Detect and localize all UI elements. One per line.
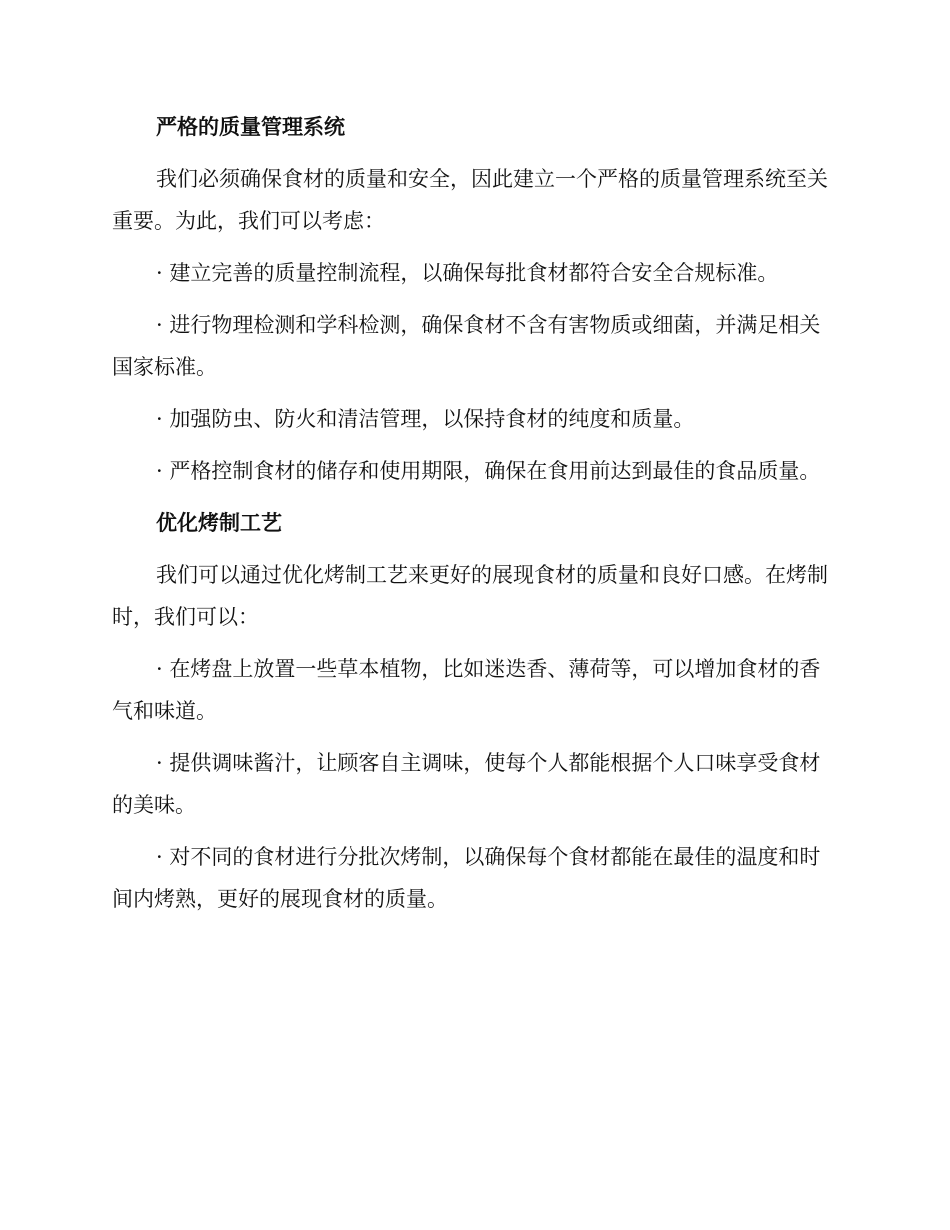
section-baking-process: [112, 502, 832, 920]
section-intro: 我们可以通过优化烤制工艺来更好的展现食材的质量和良好口感。在烤制时，我们可以：: [112, 563, 828, 629]
bullet-item: · 对不同的食材进行分批次烤制，以确保每个食材都能在最佳的温度和时间内烤熟，更好的展现食材的质量。: [112, 845, 821, 911]
bullet-item: · 提供调味酱汁，让顾客自主调味，使每个人都能根据个人口味享受食材的美味。: [112, 751, 821, 817]
bullet-item: · 进行物理检测和学科检测，确保食材不含有害物质或细菌，并满足相关国家标准。: [112, 313, 821, 379]
section-quality-management: [112, 106, 832, 492]
section-heading: 严格的质量管理系统: [156, 115, 345, 139]
bullet-item: · 严格控制食材的储存和使用期限，确保在食用前达到最佳的食品质量。: [156, 459, 821, 483]
document-page: [112, 106, 832, 930]
section-intro: 我们必须确保食材的质量和安全，因此建立一个严格的质量管理系统至关重要。为此，我们可以考虑：: [112, 167, 828, 233]
bullet-item: · 建立完善的质量控制流程，以确保每批食材都符合安全合规标准。: [156, 261, 779, 285]
section-heading: 优化烤制工艺: [156, 511, 282, 535]
bullet-item: · 在烤盘上放置一些草本植物，比如迷迭香、薄荷等，可以增加食材的香气和味道。: [112, 657, 821, 723]
bullet-item: · 加强防虫、防火和清洁管理，以保持食材的纯度和质量。: [156, 407, 695, 431]
